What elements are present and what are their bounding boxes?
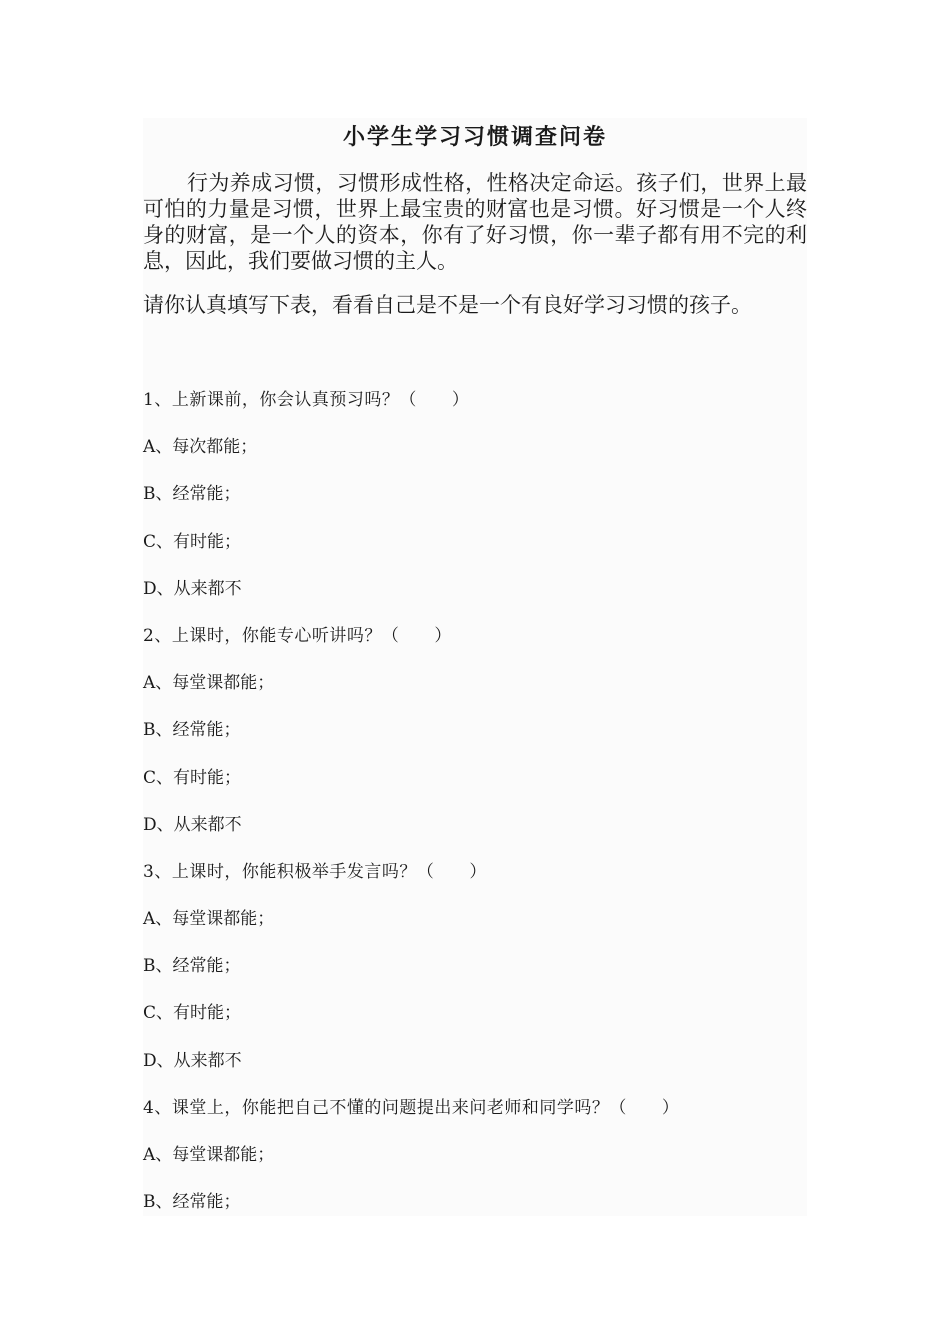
intro-paragraph: 行为养成习惯，习惯形成性格，性格决定命运。孩子们，世界上最可怕的力量是习惯，世界上最宝贵的财富也是习惯。好习惯是一个人终身的财富，是一个人的资本，你有了好习惯，你一辈子都有用不完的利息，因此，我们要做习惯的主人。 — [143, 171, 807, 273]
option-3a: A、每堂课都能； — [143, 909, 275, 930]
option-3b: B、经常能； — [143, 956, 241, 977]
question-4: 4、课堂上，你能把自己不懂的问题提出来问老师和同学吗？（ ） — [143, 1097, 680, 1118]
option-2c: C、有时能； — [143, 767, 242, 788]
option-3d: D、从来都不 — [143, 1050, 242, 1071]
instruction-text: 请你认真填写下表，看看自己是不是一个有良好学习习惯的孩子。 — [143, 293, 752, 317]
option-3c: C、有时能； — [143, 1003, 242, 1024]
option-1a: A、每次都能； — [143, 437, 258, 458]
document-title: 小学生学习习惯调查问卷 — [342, 124, 607, 150]
option-4a: A、每堂课都能； — [143, 1145, 275, 1165]
question-2: 2、上课时，你能专心听讲吗？（ ） — [143, 625, 452, 646]
option-4b: B、经常能； — [143, 1192, 241, 1213]
question-list — [143, 384, 807, 1233]
question-3: 3、上课时，你能积极举手发言吗？（ ） — [143, 861, 487, 882]
option-1b: B、经常能； — [143, 484, 241, 505]
document-page — [143, 118, 807, 1216]
question-1: 1、上新课前，你会认真预习吗？（ ） — [143, 390, 470, 410]
option-2a: A、每堂课都能； — [143, 673, 275, 694]
option-1d: D、从来都不 — [143, 578, 242, 599]
option-2d: D、从来都不 — [143, 814, 242, 835]
option-2b: B、经常能； — [143, 720, 241, 741]
option-1c: C、有时能； — [143, 531, 242, 552]
